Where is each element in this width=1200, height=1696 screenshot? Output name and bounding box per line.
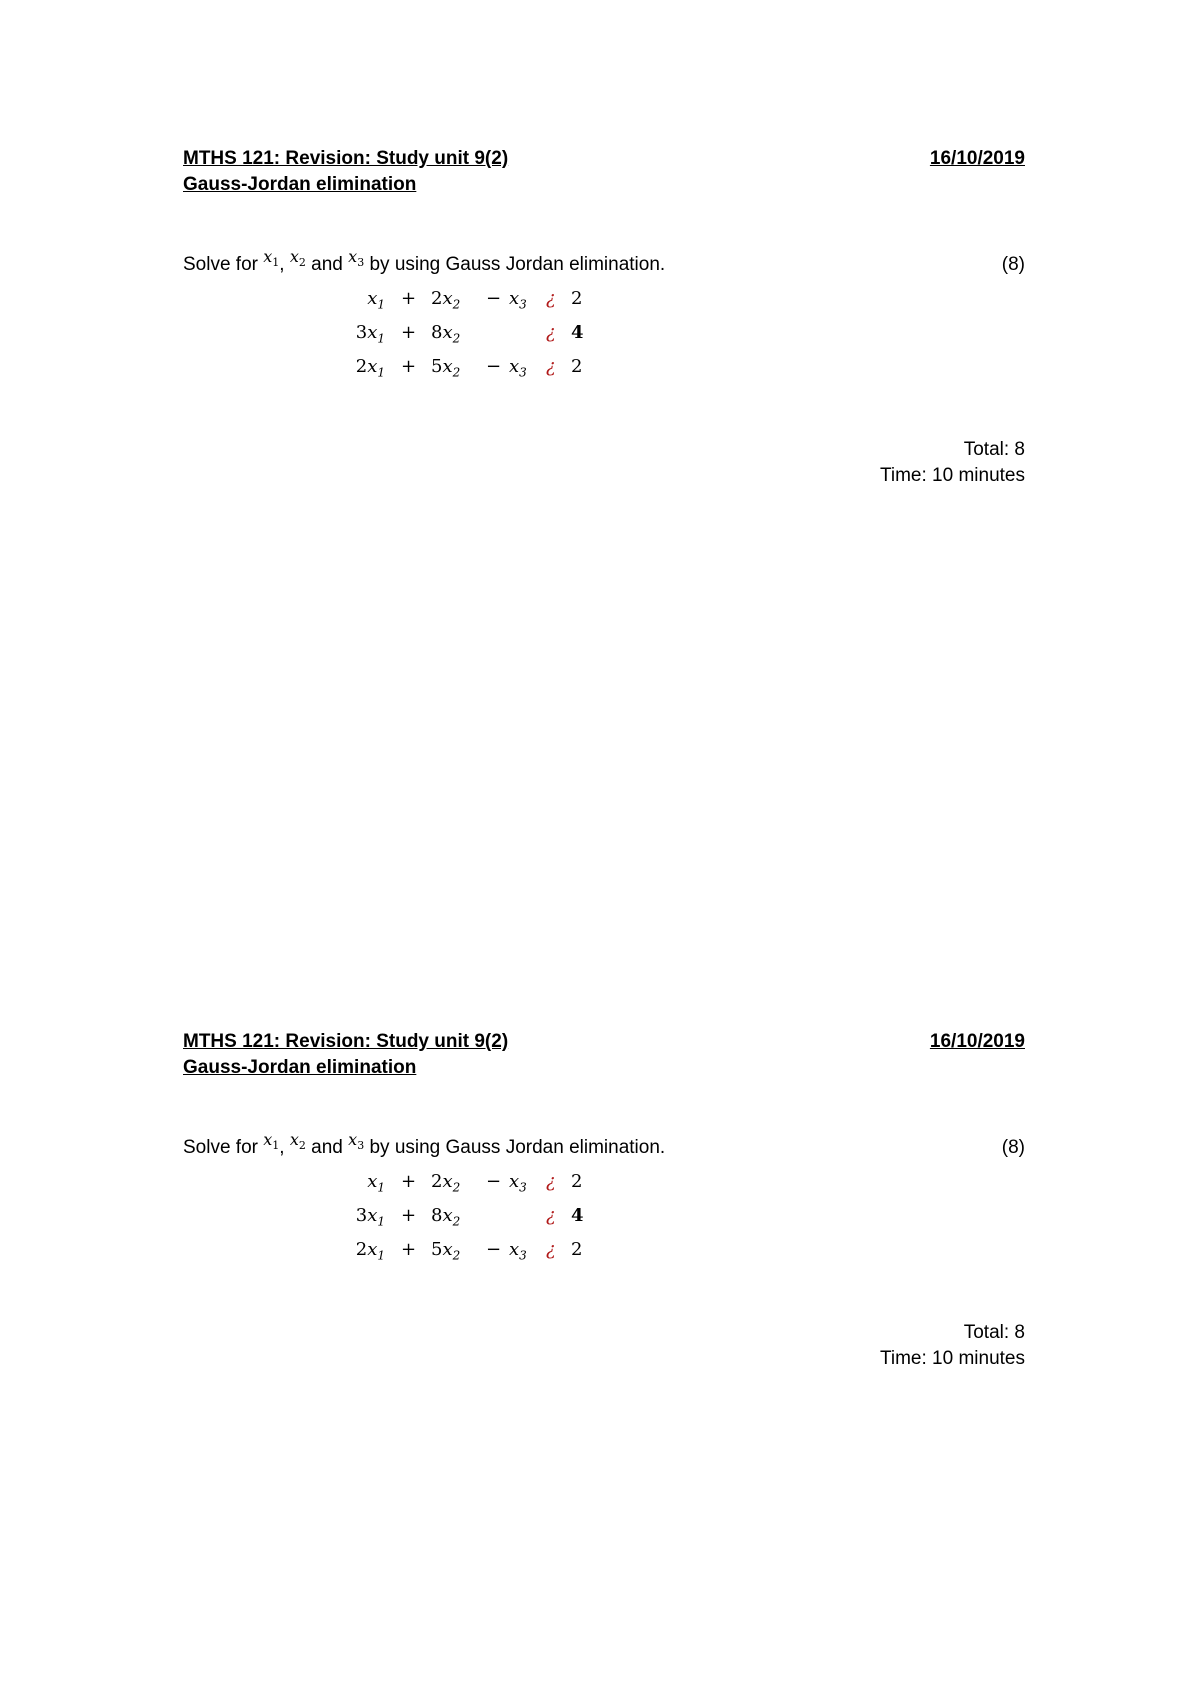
question-line bbox=[183, 1130, 1025, 1163]
term-x3: $x_3$ bbox=[509, 288, 527, 312]
marks: (8) bbox=[1001, 254, 1025, 275]
plus-sign: + bbox=[401, 356, 417, 377]
rhs-value: 2 bbox=[571, 1239, 583, 1260]
date: 16/10/2019 bbox=[929, 148, 1025, 169]
equation-row-1 bbox=[331, 1167, 631, 1201]
subtitle: Gauss-Jordan elimination bbox=[183, 174, 417, 195]
term-x1: $3x_1$ bbox=[355, 322, 385, 346]
equation-row-3 bbox=[331, 352, 631, 386]
term-x3: $x_3$ bbox=[509, 1171, 527, 1195]
term-x1: $x_1$ bbox=[367, 1171, 385, 1195]
term-x3: $x_3$ bbox=[509, 356, 527, 380]
term-x2: $8x_2$ bbox=[431, 1205, 461, 1229]
totals bbox=[880, 437, 1025, 489]
term-x2: $2x_2$ bbox=[431, 288, 461, 312]
minus-sign: − bbox=[486, 356, 502, 377]
question-text bbox=[183, 247, 666, 286]
rhs-value: 2 bbox=[571, 288, 583, 309]
header-row bbox=[183, 1030, 1025, 1054]
minus-sign: − bbox=[486, 1171, 502, 1192]
subtitle: Gauss-Jordan elimination bbox=[183, 1057, 417, 1078]
question-and: and bbox=[311, 254, 343, 275]
term-x2: $2x_2$ bbox=[431, 1171, 461, 1195]
term-x2: $8x_2$ bbox=[431, 322, 461, 346]
question-line bbox=[183, 247, 1025, 280]
term-x2: $5x_2$ bbox=[431, 356, 461, 380]
equals-glyph: ¿ bbox=[546, 322, 556, 343]
variable-x1: x1 bbox=[263, 1130, 280, 1153]
equation-system bbox=[331, 1167, 631, 1277]
equals-glyph: ¿ bbox=[546, 1239, 556, 1260]
question-prefix: Solve for bbox=[183, 1137, 258, 1158]
header-row bbox=[183, 147, 1025, 171]
minus-sign: − bbox=[486, 288, 502, 309]
term-x1: $2x_1$ bbox=[355, 1239, 385, 1263]
rhs-value: 2 bbox=[571, 356, 583, 377]
term-x1: $x_1$ bbox=[367, 288, 385, 312]
minus-sign: − bbox=[486, 1239, 502, 1260]
question-prefix: Solve for bbox=[183, 254, 258, 275]
equals-glyph: ¿ bbox=[546, 356, 556, 377]
equation-row-1 bbox=[331, 284, 631, 318]
plus-sign: + bbox=[401, 1205, 417, 1226]
question-suffix: by using Gauss Jordan elimination. bbox=[369, 254, 666, 275]
variable-x2: x2 bbox=[289, 247, 306, 270]
term-x1: $2x_1$ bbox=[355, 356, 385, 380]
time-label: Time: 10 minutes bbox=[879, 1348, 1025, 1369]
total-label: Total: 8 bbox=[963, 1322, 1025, 1343]
course-title: MTHS 121: Revision: Study unit 9(2) bbox=[183, 1031, 509, 1052]
marks: (8) bbox=[1001, 1137, 1025, 1158]
question-and: and bbox=[311, 1137, 343, 1158]
plus-sign: + bbox=[401, 1171, 417, 1192]
question-sheet-2 bbox=[183, 1030, 1025, 1390]
plus-sign: + bbox=[401, 322, 417, 343]
question-sep: , bbox=[279, 1137, 285, 1158]
rhs-value: 4 bbox=[571, 322, 584, 343]
plus-sign: + bbox=[401, 288, 417, 309]
variable-x2: x2 bbox=[289, 1130, 306, 1153]
equals-glyph: ¿ bbox=[546, 1171, 556, 1192]
rhs-value: 4 bbox=[571, 1205, 584, 1226]
variable-x3: x3 bbox=[348, 1130, 365, 1153]
equals-glyph: ¿ bbox=[546, 288, 556, 309]
date: 16/10/2019 bbox=[929, 1031, 1025, 1052]
equation-system bbox=[331, 284, 631, 394]
totals bbox=[880, 1320, 1025, 1372]
equation-row-3 bbox=[331, 1235, 631, 1269]
question-text bbox=[183, 1130, 666, 1169]
question-suffix: by using Gauss Jordan elimination. bbox=[369, 1137, 666, 1158]
term-x1: $3x_1$ bbox=[355, 1205, 385, 1229]
rhs-value: 2 bbox=[571, 1171, 583, 1192]
course-title: MTHS 121: Revision: Study unit 9(2) bbox=[183, 148, 509, 169]
variable-x3: x3 bbox=[348, 247, 365, 270]
term-x2: $5x_2$ bbox=[431, 1239, 461, 1263]
equals-glyph: ¿ bbox=[546, 1205, 556, 1226]
question-sheet-1 bbox=[183, 147, 1025, 507]
term-x3: $x_3$ bbox=[509, 1239, 527, 1263]
plus-sign: + bbox=[401, 1239, 417, 1260]
equation-row-2 bbox=[331, 1201, 631, 1235]
time-label: Time: 10 minutes bbox=[879, 465, 1025, 486]
question-sep: , bbox=[279, 254, 285, 275]
equation-row-2 bbox=[331, 318, 631, 352]
variable-x1: x1 bbox=[263, 247, 280, 270]
total-label: Total: 8 bbox=[963, 439, 1025, 460]
